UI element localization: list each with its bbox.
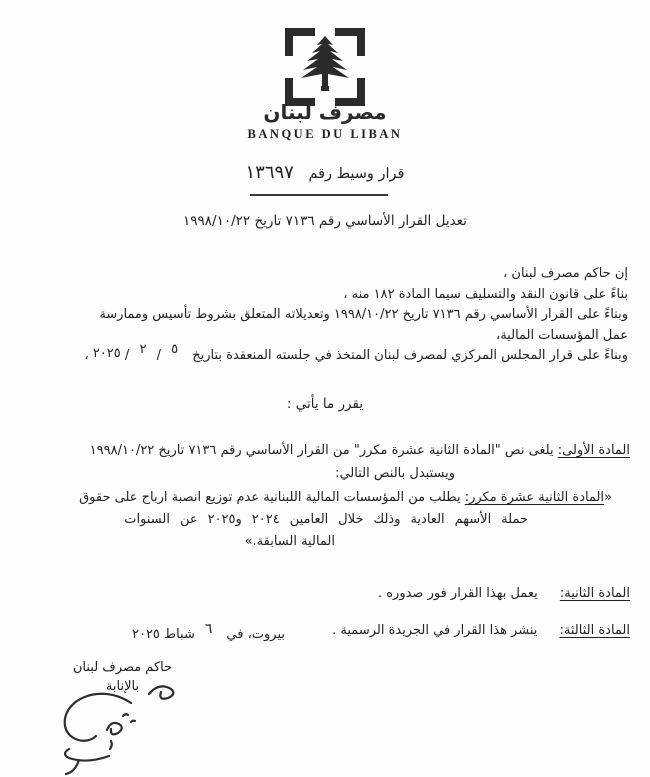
title-underline [250,194,388,196]
cedar-tree-icon [279,28,371,106]
quoted-article-line-3: المالية السابقة.» [244,534,335,549]
decision-title-label: قرار وسيط رقم [308,166,405,182]
quoted-article [40,487,630,553]
quoted-article-line-2: حملة الأسهم العادية وذلك خلال العامين ٢٠٢٤ و٢٠٢٥ عن السنوات [124,512,528,527]
preamble [55,264,628,367]
quoted-article-line-1 [40,487,612,509]
dateline [45,621,285,642]
articles-section [40,440,630,642]
article-two [40,583,630,605]
preamble-line-2: بناءً على قانون النقد والتسليف سيما المادة ١٨٢ منه ، [343,286,628,302]
article-three-text: ينشر هذا القرار في الجريدة الرسمية . [332,623,538,638]
meeting-day: ٥ [171,342,179,357]
quoted-article-text: يطلب من المؤسسات المالية اللبنانية عدم توزيع انصبة ارباح على حقوق [79,490,465,505]
preamble-line-3: وبناءً على القرار الأساسي رقم ٧١٣٦ تاريخ ١٩٩٨/١٠/٢٢ وتعديلاته المتعلق بشروط تأسيس وممارسة [99,307,628,322]
dateline-place: بيروت، في [226,627,285,642]
article-three-label: المادة الثالثة: [559,623,630,638]
article-one-label: المادة الأولى: [557,443,630,458]
article-one-line-2: ويستبدل بالنص التالي: [335,466,455,481]
article-two-label: المادة الثانية: [559,586,630,601]
preamble-line-5 [55,342,628,367]
decision-subtitle: تعديل القرار الأساسي رقم ٧١٣٦ تاريخ ١٩٩٨/١٠/٢٢ [183,213,467,229]
preamble-line-4: عمل المؤسسات المالية، [496,327,628,343]
article-one-text: يلغى نص "المادة الثانية عشرة مكرر" من القرار الأساسي رقم ٧١٣٦ تاريخ ١٩٩٨/١٠/٢٢ [89,443,558,458]
signature-icon [45,678,195,777]
handwritten-signature [45,678,195,777]
meeting-clause: وبناءً على قرار المجلس المركزي لمصرف لبنان المتخذ في جلسته المنعقدة بتاريخ [192,348,628,363]
article-one-line-1 [40,440,630,462]
bank-name-latin: BANQUE DU LIBAN [247,127,403,141]
open-guillemet: « [604,490,612,505]
signer-title: حاكم مصرف لبنان [72,660,173,675]
bank-logo [0,28,650,110]
decision-title [0,162,650,183]
dateline-day: ٦ [204,621,213,637]
article-two-text: يعمل بهذا القرار فور صدوره . [377,586,538,601]
decision-number: ١٣٦٩٧ [245,162,294,183]
meeting-year: ٢٠٢٥ [92,346,121,361]
signer-capacity: بالإنابة [105,679,140,694]
dateline-month-year: شباط ٢٠٢٥ [131,627,195,642]
date-separator: / [156,348,161,363]
line-end-comma: ، [84,348,89,363]
bank-name-arabic: مصرف لبنان [263,100,387,124]
quoted-article-label: المادة الثانية عشرة مكرر: [464,490,605,505]
meeting-month: ٢ [139,342,147,357]
date-separator: / [124,348,130,363]
preamble-line-1: إن حاكم مصرف لبنان ، [503,266,628,281]
decides-line: يقرر ما يأتي : [286,396,364,412]
